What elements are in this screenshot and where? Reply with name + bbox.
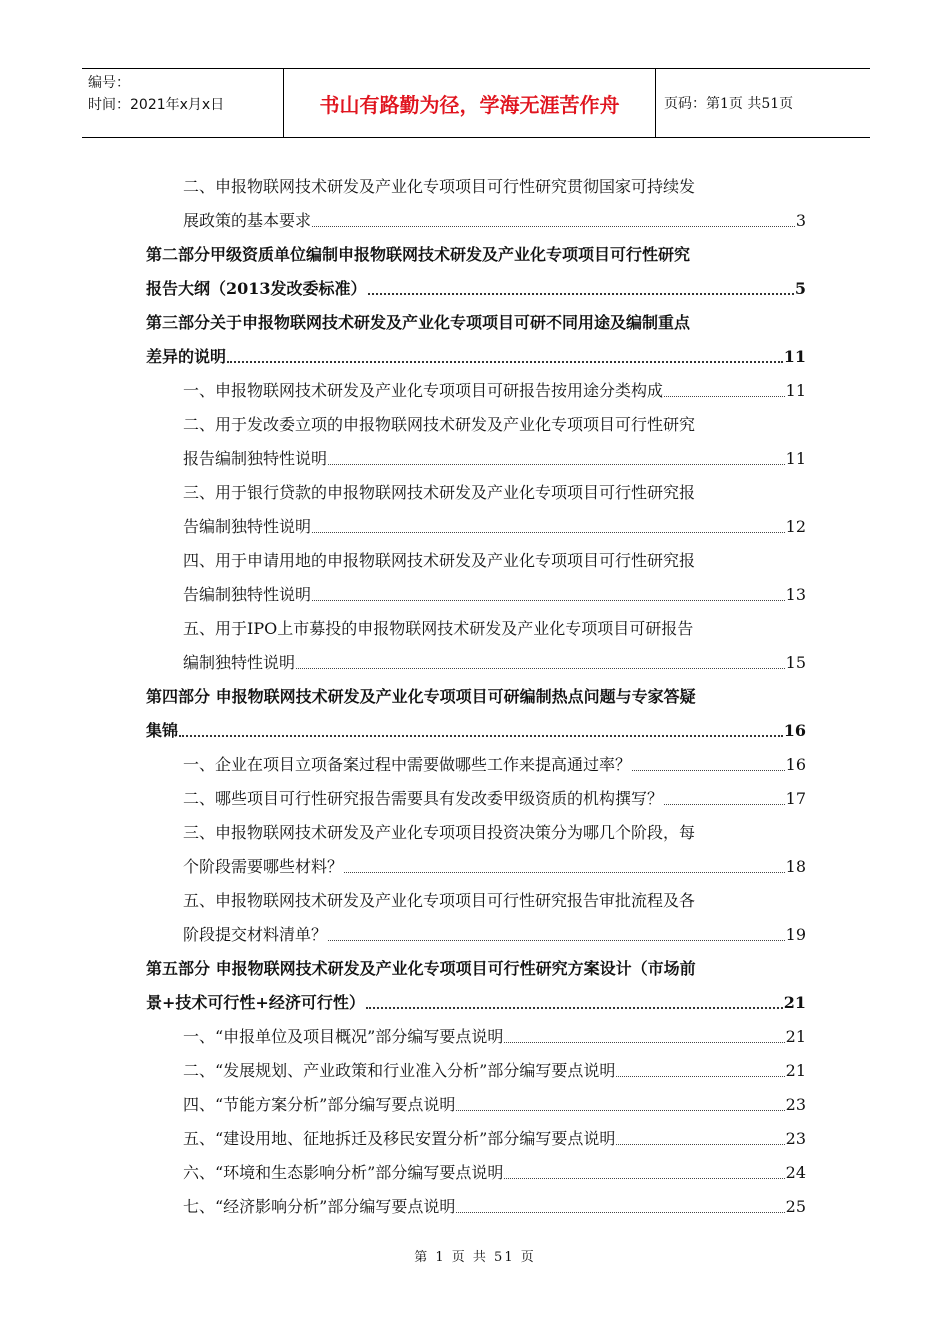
toc-section-entry[interactable] (146, 238, 806, 306)
toc-subsection-entry[interactable] (183, 408, 806, 476)
toc-subsection-entry[interactable] (183, 884, 806, 952)
toc-entry-last-line (183, 204, 806, 238)
toc-entry-title-line1: 三、用于银行贷款的申报物联网技术研发及产业化专项项目可行性研究报 (183, 483, 696, 502)
header-motto: 书山有路勤为径，学海无涯苦作舟 (284, 69, 656, 137)
toc-leader-dots (328, 940, 785, 941)
toc-entry-title-line2: 告编制独特性说明 (183, 585, 312, 604)
toc-entry-last-line (183, 1156, 806, 1190)
toc-subsection-entry[interactable] (183, 1190, 806, 1224)
doc-number-label: 编号： (88, 75, 130, 91)
doc-time-label: 时间：2021年x月x日 (88, 97, 225, 113)
toc-leader-dots (456, 1212, 784, 1213)
toc-entry-last-line (183, 1020, 806, 1054)
toc-page-number: 3 (795, 211, 806, 230)
toc-entry-last-line (146, 340, 806, 374)
toc-entry-title-line2: 编制独特性说明 (183, 653, 296, 672)
toc-entry-last-line (183, 850, 806, 884)
toc-page-number: 13 (785, 585, 806, 604)
toc-subsection-entry[interactable] (183, 1088, 806, 1122)
toc-entry-last-line (183, 1054, 806, 1088)
toc-entry-last-line (183, 782, 806, 816)
toc-page-number: 16 (785, 755, 806, 774)
toc-entry-last-line (183, 646, 806, 680)
toc-subsection-entry[interactable] (183, 612, 806, 680)
toc-subsection-entry[interactable] (183, 544, 806, 612)
toc-leader-dots (664, 396, 785, 397)
toc-entry-title-line2: 告编制独特性说明 (183, 517, 312, 536)
toc-entry-last-line (146, 986, 806, 1020)
toc-entry-title-line1: 二、申报物联网技术研发及产业化专项项目可行性研究贯彻国家可持续发 (183, 177, 696, 196)
toc-subsection-entry[interactable] (183, 1054, 806, 1088)
toc-page-number: 23 (785, 1129, 806, 1148)
toc-entry-title-line2: 一、“申报单位及项目概况”部分编写要点说明 (183, 1027, 504, 1046)
toc-entry-title-line1: 第三部分关于申报物联网技术研发及产业化专项项目可研不同用途及编制重点 (146, 313, 691, 332)
toc-leader-dots (664, 804, 785, 805)
toc-leader-dots (328, 464, 785, 465)
toc-page-number: 5 (794, 279, 806, 298)
toc-leader-dots (616, 1076, 784, 1077)
toc-entry-title-line2: 一、企业在项目立项备案过程中需要做哪些工作来提高通过率？ (183, 755, 632, 774)
toc-entry-title-line1: 第二部分甲级资质单位编制申报物联网技术研发及产业化专项项目可行性研究 (146, 245, 691, 264)
header-meta (82, 69, 284, 137)
toc-leader-dots (504, 1178, 784, 1179)
toc-page-number: 18 (785, 857, 806, 876)
toc-page-number: 11 (783, 347, 806, 366)
page-footer: 第 1 页 共 51 页 (414, 1250, 536, 1265)
toc-page-number: 23 (785, 1095, 806, 1114)
toc-entry-last-line (183, 510, 806, 544)
toc-entry-title-line2: 四、“节能方案分析”部分编写要点说明 (183, 1095, 456, 1114)
toc-entry-title-line1: 三、申报物联网技术研发及产业化专项项目投资决策分为哪几个阶段，每 (183, 823, 696, 842)
toc-entry-title-line1: 五、申报物联网技术研发及产业化专项项目可行性研究报告审批流程及各 (183, 891, 696, 910)
toc-entry-last-line (183, 578, 806, 612)
toc-entry-title-line2: 二、哪些项目可行性研究报告需要具有发改委甲级资质的机构撰写？ (183, 789, 664, 808)
toc-leader-dots (296, 668, 785, 669)
toc-entry-title-line1: 五、用于IPO上市募投的申报物联网技术研发及产业化专项项目可研报告 (183, 619, 694, 638)
toc-entry-title-line2: 五、“建设用地、征地拆迁及移民安置分析”部分编写要点说明 (183, 1129, 616, 1148)
toc-entry-title-line2: 展政策的基本要求 (183, 211, 312, 230)
toc-entry-last-line (183, 1122, 806, 1156)
toc-entry-title-line2: 景+技术可行性+经济可行性） (146, 993, 365, 1012)
toc-section-entry[interactable] (146, 952, 806, 1020)
toc-page-number: 11 (785, 449, 806, 468)
toc-subsection-entry[interactable] (183, 748, 806, 782)
toc-entry-last-line (146, 714, 806, 748)
toc-leader-dots (366, 1007, 783, 1009)
toc-page-number: 21 (785, 1027, 806, 1046)
toc-page-number: 19 (785, 925, 806, 944)
toc-page-number: 24 (785, 1163, 806, 1182)
toc-entry-last-line (183, 1088, 806, 1122)
toc-page-number: 16 (783, 721, 806, 740)
toc-leader-dots (344, 872, 785, 873)
toc-subsection-entry[interactable] (183, 782, 806, 816)
toc-entry-title-line2: 阶段提交材料清单？ (183, 925, 328, 944)
toc-entry-title-line1: 四、用于申请用地的申报物联网技术研发及产业化专项项目可行性研究报 (183, 551, 696, 570)
toc-page-number: 21 (785, 1061, 806, 1080)
toc-leader-dots (312, 226, 795, 227)
toc-leader-dots (632, 770, 785, 771)
toc-page-number: 17 (785, 789, 806, 808)
toc-entry-last-line (183, 374, 806, 408)
toc-page-number: 25 (785, 1197, 806, 1216)
toc-leader-dots (312, 532, 785, 533)
toc-entry-last-line (183, 748, 806, 782)
toc-entry-title-line2: 一、申报物联网技术研发及产业化专项项目可研报告按用途分类构成 (183, 381, 664, 400)
toc-entry-last-line (183, 918, 806, 952)
toc-subsection-entry[interactable] (183, 476, 806, 544)
toc-subsection-entry[interactable] (183, 374, 806, 408)
toc-leader-dots (312, 600, 785, 601)
toc-page-number: 12 (785, 517, 806, 536)
toc-entry-last-line (146, 272, 806, 306)
toc-section-entry[interactable] (146, 306, 806, 374)
toc-leader-dots (616, 1144, 784, 1145)
toc-leader-dots (227, 361, 783, 363)
toc-entry-title-line2: 差异的说明 (146, 347, 227, 366)
toc-entry-last-line (183, 1190, 806, 1224)
toc-entry-title-line2: 六、“环境和生态影响分析”部分编写要点说明 (183, 1163, 504, 1182)
toc-entry-title-line2: 二、“发展规划、产业政策和行业准入分析”部分编写要点说明 (183, 1061, 616, 1080)
toc-entry-title-line2: 报告大纲（2013发改委标准） (146, 279, 367, 298)
header-page-info: 页码：第1页 共51页 (664, 96, 794, 112)
toc-page-number: 15 (785, 653, 806, 672)
toc-subsection-entry[interactable] (183, 1122, 806, 1156)
toc-subsection-entry[interactable] (183, 170, 806, 238)
toc-page-number: 11 (785, 381, 806, 400)
toc-leader-dots (504, 1042, 784, 1043)
toc-entry-title-line1: 第五部分 申报物联网技术研发及产业化专项项目可行性研究方案设计（市场前 (146, 959, 696, 978)
toc-leader-dots (179, 735, 783, 737)
toc-subsection-entry[interactable] (183, 1156, 806, 1190)
toc-entry-title-line1: 二、用于发改委立项的申报物联网技术研发及产业化专项项目可行性研究 (183, 415, 696, 434)
table-of-contents (146, 170, 806, 1224)
toc-entry-title-line2: 集锦 (146, 721, 179, 740)
page-header (82, 68, 870, 138)
toc-leader-dots (456, 1110, 784, 1111)
toc-leader-dots (368, 293, 794, 295)
toc-subsection-entry[interactable] (183, 1020, 806, 1054)
toc-entry-last-line (183, 442, 806, 476)
toc-entry-title-line2: 个阶段需要哪些材料？ (183, 857, 344, 876)
toc-entry-title-line2: 七、“经济影响分析”部分编写要点说明 (183, 1197, 456, 1216)
toc-subsection-entry[interactable] (183, 816, 806, 884)
toc-entry-title-line1: 第四部分 申报物联网技术研发及产业化专项项目可研编制热点问题与专家答疑 (146, 687, 696, 706)
toc-page-number: 21 (783, 993, 806, 1012)
toc-section-entry[interactable] (146, 680, 806, 748)
toc-entry-title-line2: 报告编制独特性说明 (183, 449, 328, 468)
